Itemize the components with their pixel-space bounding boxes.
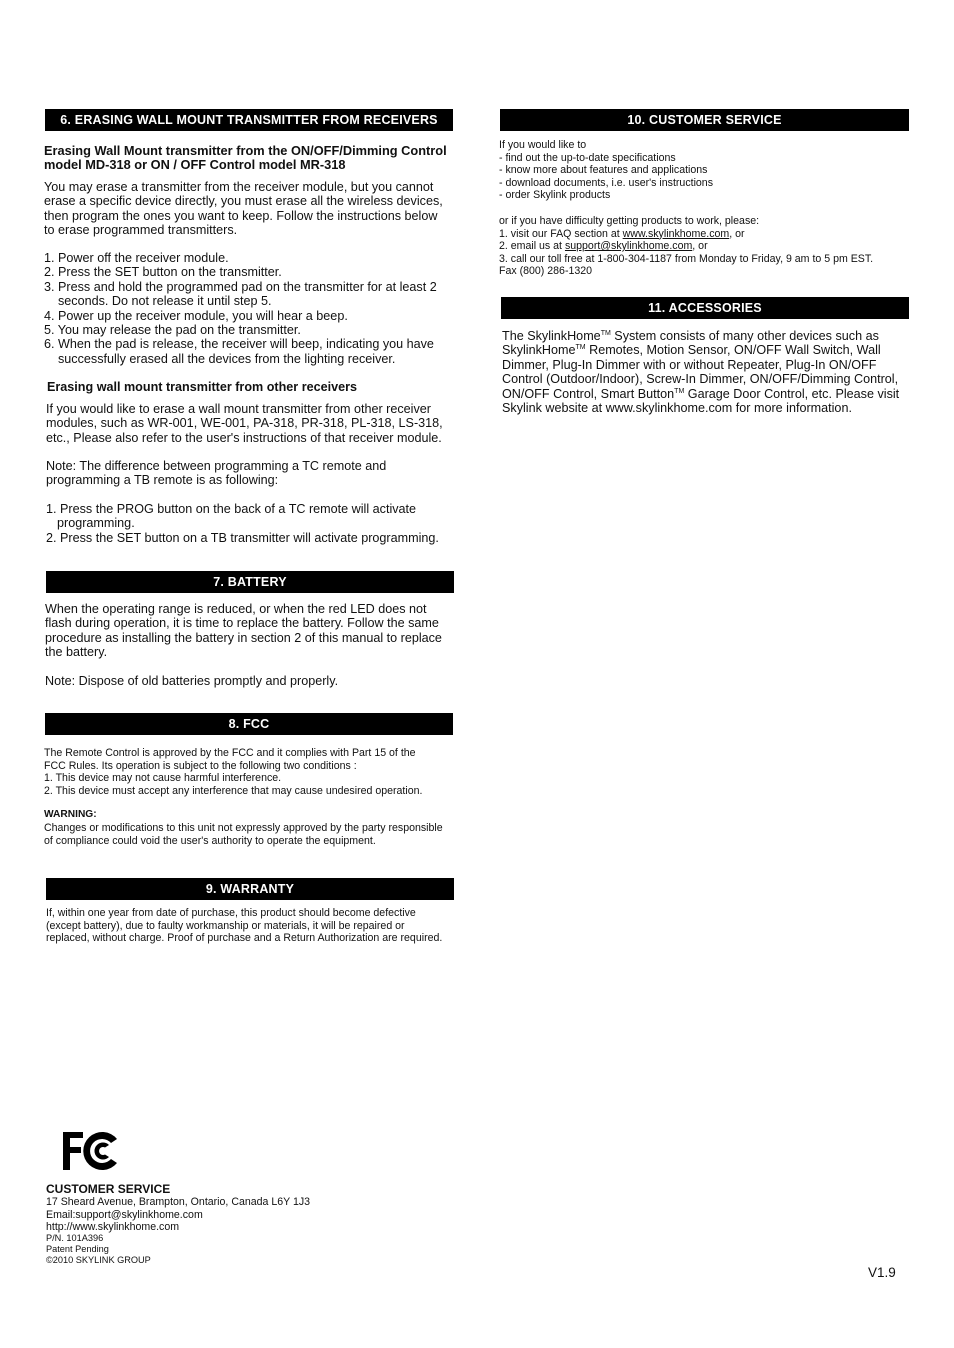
section-11-body: The SkylinkHome™ System consists of many other devices such as SkylinkHome™ Remotes, Motion Sensor, ON/OFF Wall Switch, Wall Dimmer, Plug-In Dimmer with or without Repeater, Plug-In ON/OFF Control (Outdoor/Indoor), Screw-In Dimmer, ON/OFF/Dimming Control, ON/OFF Control, Smart Button™ Garage Door Control, etc. Please visit Skylink website at www.skylinkhome.com for more information.: [502, 329, 900, 416]
section-8-body: The Remote Control is approved by the FCC and it complies with Part 15 of the FCC Rules. Its operation is subject to the following two conditions : 1. This device may not cause harmful interference. 2. This device must accept any interference that may cause undesired operation.: [44, 747, 423, 797]
section-6-subtitle-2: Erasing wall mount transmitter from other receivers: [47, 380, 358, 394]
footer-contact: 17 Sheard Avenue, Brampton, Ontario, Canada L6Y 1J3 Email:support@skylinkhome.com http://www.skylinkhome.com: [46, 1196, 311, 1233]
section-6-note: Note: The difference between programming a TC remote and programming a TB remote is as following:: [46, 459, 387, 488]
section-8-header: 8. FCC: [45, 713, 453, 735]
faq-line: 1. visit our FAQ section at www.skylinkhome.com, or: [499, 227, 745, 240]
section-6-programming: 1. Press the PROG button on the back of a TC remote will activate programming. 2. Press the SET button on a TB transmitter will activate programming.: [46, 502, 439, 545]
footer-title: CUSTOMER SERVICE: [46, 1182, 171, 1196]
section-7-header: 7. BATTERY: [46, 571, 454, 593]
section-10-header: 10. CUSTOMER SERVICE: [500, 109, 909, 131]
section-6-steps: 1. Power off the receiver module. 2. Press the SET button on the transmitter. 3. Press and hold the programmed pad on the transmitter for at least 2 seconds. Do not release it until step 5. 4. Power up the receiver module, you will hear a beep. 5. You may release the pad on the transmitter. 6. When the pad is release, the receiver will beep, indicating you have successfully erased all the devices from the lighting receiver.: [44, 251, 437, 366]
footer-meta: P/N. 101A396 Patent Pending ©2010 SKYLINK GROUP: [46, 1233, 151, 1265]
section-11-header: 11. ACCESSORIES: [501, 297, 909, 319]
section-8-warning-title: WARNING:: [44, 809, 97, 820]
section-6-header: 6. ERASING WALL MOUNT TRANSMITTER FROM RECEIVERS: [45, 109, 453, 131]
faq-link[interactable]: www.skylinkhome.com: [622, 227, 730, 240]
version-label: V1.9: [868, 1265, 896, 1280]
section-10-support: or if you have difficulty getting products to work, please: 1. visit our FAQ section at www.skylinkhome.com, or 2. email us at support@skylinkhome.com, or 3. call our toll free at 1-800-304-1187 from Monday to Friday, 9 am to 5 pm EST. Fax (800) 286-1320: [499, 215, 909, 278]
email-link[interactable]: support@skylinkhome.com: [564, 240, 693, 252]
section-6-other-receivers: If you would like to erase a wall mount transmitter from other receiver modules, such as WR-001, WE-001, PA-318, PR-318, PL-318, LS-318, etc., Please also refer to the user's instructions of that receiver module.: [46, 402, 443, 445]
section-6-subtitle: Erasing Wall Mount transmitter from the ON/OFF/Dimming Control model MD-318 or ON / OFF Control model MR-318: [44, 143, 447, 173]
section-8-warning-body: Changes or modifications to this unit not expressly approved by the party responsible of compliance could void the user's authority to operate the equipment.: [44, 822, 443, 847]
section-7-body: When the operating range is reduced, or when the red LED does not flash during operation, it is time to replace the battery. Follow the same procedure as installing the battery in section 2 of this manual to replace the battery.: [45, 602, 442, 660]
section-10-list: If you would like to - find out the up-to-date specifications - know more about features and applications - download documents, i.e. user's instructions - order Skylink products: [499, 139, 714, 201]
email-line: 2. email us at support@skylinkhome.com, or: [499, 240, 708, 252]
section-9-header: 9. WARRANTY: [46, 878, 454, 900]
section-7-note: Note: Dispose of old batteries promptly and properly.: [45, 674, 339, 688]
section-9-body: If, within one year from date of purchase, this product should become defective (except battery), due to faulty workmanship or materials, it will be repaired or replaced, without charge. Proof of purchase and a Return Authorization are required.: [46, 907, 443, 944]
section-6-intro: You may erase a transmitter from the receiver module, but you cannot erase a specific device directly, you must erase all the wireless devices, then program the ones you want to keep. Follow the instructions below to erase programmed transmitters.: [44, 180, 443, 238]
fcc-logo-icon: [61, 1130, 119, 1172]
